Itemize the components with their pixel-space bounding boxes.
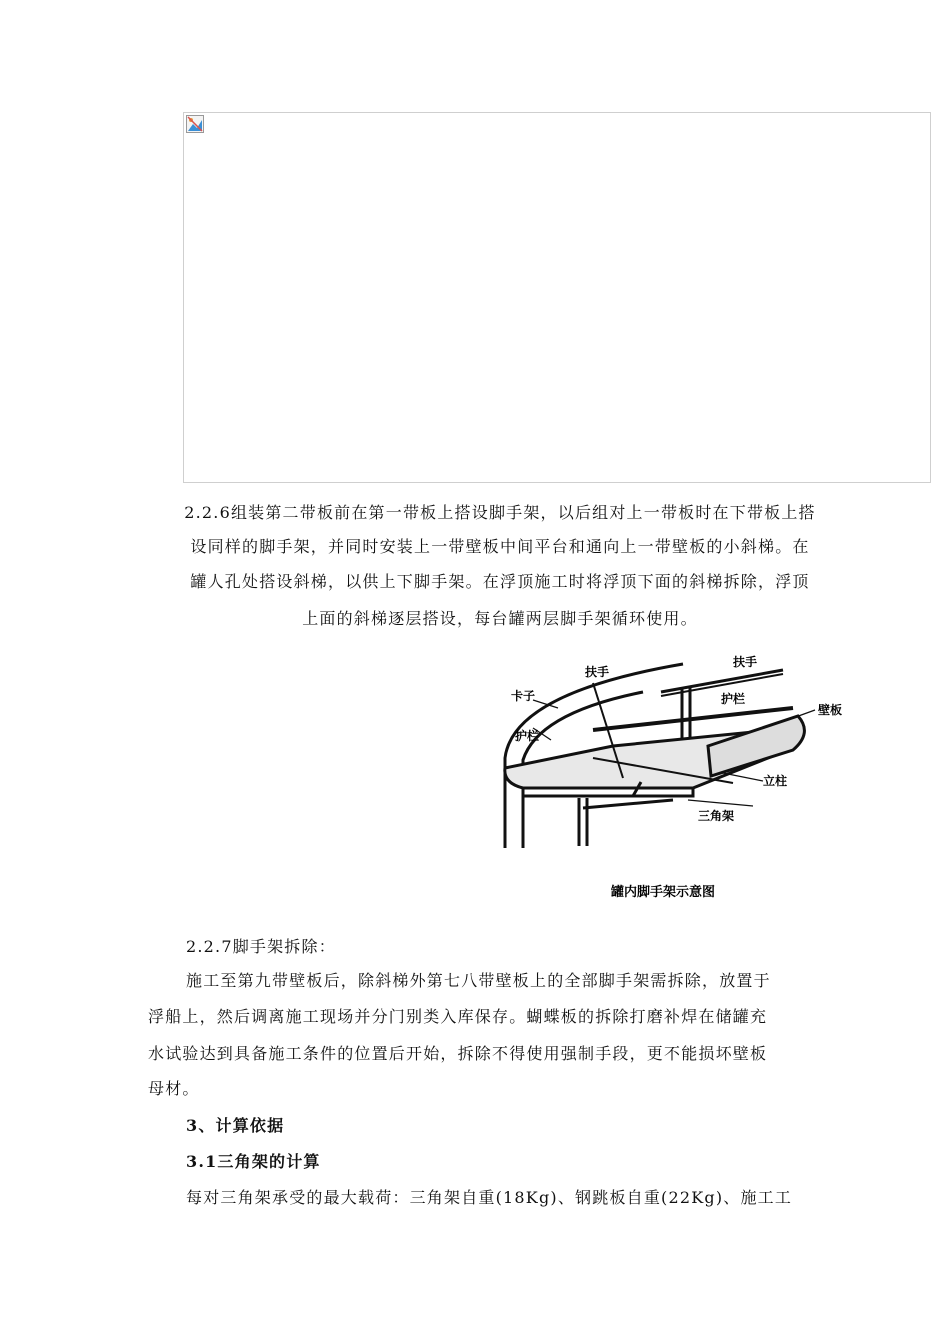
figure-caption: 罐内脚手架示意图 xyxy=(611,884,716,899)
label-wall-plate: 壁板 xyxy=(818,703,843,717)
para-2-2-6-line-4: 上面的斜梯逐层搭设，每台罐两层脚手架循环使用。 xyxy=(302,609,698,628)
scaffold-figure xyxy=(493,648,873,910)
heading-2-2-7: 2.2.7脚手架拆除： xyxy=(186,937,336,956)
label-guard-rail: 护栏 xyxy=(721,692,746,706)
broken-image-icon xyxy=(186,115,204,133)
para-2-2-7-line-4: 母材。 xyxy=(148,1079,200,1098)
label-handrail: 扶手 xyxy=(733,655,758,669)
label-guard-left: 护栏 xyxy=(515,729,540,743)
image-placeholder xyxy=(183,112,931,483)
para-3-1-line-1: 每对三角架承受的最大载荷：三角架自重(18Kg)、钢跳板自重(22Kg)、施工工 xyxy=(186,1188,793,1207)
para-2-2-6-line-1: 2.2.6组装第二带板前在第一带板上搭设脚手架，以后组对上一带板时在下带板上搭 xyxy=(184,503,816,522)
heading-3: 3、计算依据 xyxy=(186,1116,285,1135)
para-2-2-7-line-1: 施工至第九带壁板后，除斜梯外第七八带壁板上的全部脚手架需拆除，放置于 xyxy=(186,971,771,990)
para-2-2-7-line-3: 水试验达到具备施工条件的位置后开始，拆除不得使用强制手段，更不能损坏壁板 xyxy=(148,1044,768,1063)
label-clamp: 卡子 xyxy=(511,689,536,703)
label-triangle: 三角架 xyxy=(698,809,735,823)
heading-3-1: 3.1三角架的计算 xyxy=(186,1152,321,1171)
label-post: 立柱 xyxy=(763,774,788,788)
para-2-2-7-line-2: 浮船上，然后调离施工现场并分门别类入库保存。蝴蝶板的拆除打磨补焊在储罐充 xyxy=(148,1007,768,1026)
para-2-2-6-line-2: 设同样的脚手架，并同时安装上一带壁板中间平台和通向上一带壁板的小斜梯。在 xyxy=(190,537,810,556)
para-2-2-6-line-3: 罐人孔处搭设斜梯，以供上下脚手架。在浮顶施工时将浮顶下面的斜梯拆除，浮顶 xyxy=(190,572,810,591)
label-handrail-top: 扶手 xyxy=(585,665,610,679)
